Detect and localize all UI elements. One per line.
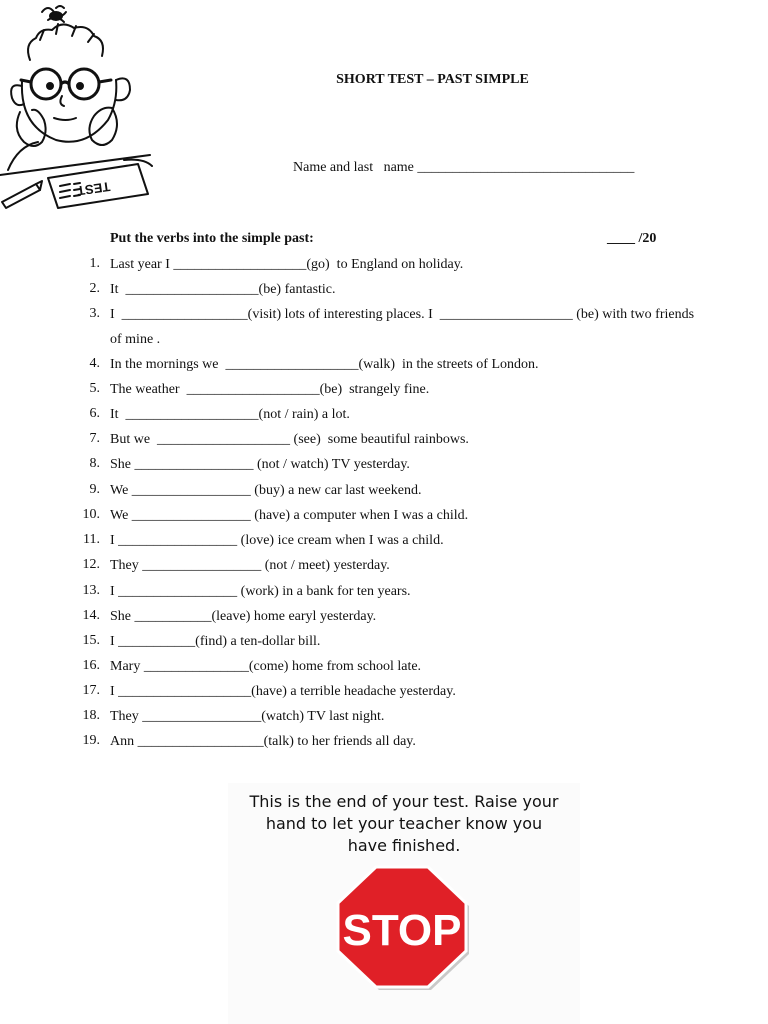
end-message-line-1: This is the end of your test. Raise your xyxy=(249,792,559,811)
question-number: 16. xyxy=(82,658,100,673)
question-number: 15. xyxy=(82,633,100,648)
end-of-test-panel xyxy=(228,783,580,1024)
score-field: ____ /20 xyxy=(607,231,657,246)
name-field-line[interactable]: Name and last name _______________________________ xyxy=(293,160,635,175)
question-text[interactable]: We _________________ (buy) a new car last weekend. xyxy=(110,483,422,498)
page-title: SHORT TEST – PAST SIMPLE xyxy=(336,72,529,87)
question-number: 2. xyxy=(89,281,100,296)
question-text[interactable]: It ___________________(be) fantastic. xyxy=(110,282,336,297)
question-number: 10. xyxy=(82,507,100,522)
question-number: 3. xyxy=(89,306,100,321)
question-text[interactable]: But we ___________________ (see) some beautiful rainbows. xyxy=(110,432,469,447)
question-text[interactable]: I _________________ (work) in a bank for ten years. xyxy=(110,584,411,599)
question-number: 11. xyxy=(83,532,100,547)
question-text[interactable]: She _________________ (not / watch) TV yesterday. xyxy=(110,457,410,472)
exercise-instructions: Put the verbs into the simple past: xyxy=(110,231,314,246)
end-message-line-3: have finished. xyxy=(347,836,461,855)
question-text[interactable]: Mary _______________(come) home from school late. xyxy=(110,659,422,674)
question-text[interactable]: I __________________(visit) lots of interesting places. I ___________________ (be) with two friends of mine . xyxy=(110,307,698,347)
question-text[interactable]: Last year I ___________________(go) to England on holiday. xyxy=(110,257,464,272)
question-text[interactable]: They _________________(watch) TV last night. xyxy=(110,709,385,724)
question-number: 13. xyxy=(82,583,100,598)
question-text[interactable]: We _________________ (have) a computer when I was a child. xyxy=(110,508,469,523)
question-text[interactable]: She ___________(leave) home earyl yesterday. xyxy=(110,609,377,624)
illustration-paper-text: TEST xyxy=(76,179,112,199)
question-text[interactable]: I ___________________(have) a terrible headache yesterday. xyxy=(110,684,456,699)
question-text[interactable]: They _________________ (not / meet) yesterday. xyxy=(110,558,390,573)
end-message-line-2: hand to let your teacher know you xyxy=(265,814,543,833)
question-number: 19. xyxy=(82,733,100,748)
question-number: 12. xyxy=(82,557,100,572)
question-number: 14. xyxy=(82,608,100,623)
question-number: 8. xyxy=(89,456,100,471)
question-text[interactable]: Ann __________________(talk) to her friends all day. xyxy=(110,734,416,749)
question-text[interactable]: The weather ___________________(be) strangely fine. xyxy=(110,382,430,397)
stop-sign-icon xyxy=(332,863,472,991)
question-number: 17. xyxy=(82,683,100,698)
question-number: 5. xyxy=(89,381,100,396)
end-of-test-message xyxy=(228,791,580,857)
question-number: 9. xyxy=(89,482,100,497)
stop-text: STOP xyxy=(342,906,462,955)
question-number: 7. xyxy=(89,431,100,446)
question-number: 18. xyxy=(82,708,100,723)
question-number: 4. xyxy=(89,356,100,371)
question-text[interactable]: I _________________ (love) ice cream when I was a child. xyxy=(110,533,444,548)
student-illustration xyxy=(0,0,160,215)
question-number: 1. xyxy=(89,256,100,271)
question-number: 6. xyxy=(89,406,100,421)
question-text[interactable]: It ___________________(not / rain) a lot. xyxy=(110,407,350,422)
question-text[interactable]: In the mornings we ___________________(walk) in the streets of London. xyxy=(110,357,539,372)
question-text[interactable]: I ___________(find) a ten-dollar bill. xyxy=(110,634,321,649)
